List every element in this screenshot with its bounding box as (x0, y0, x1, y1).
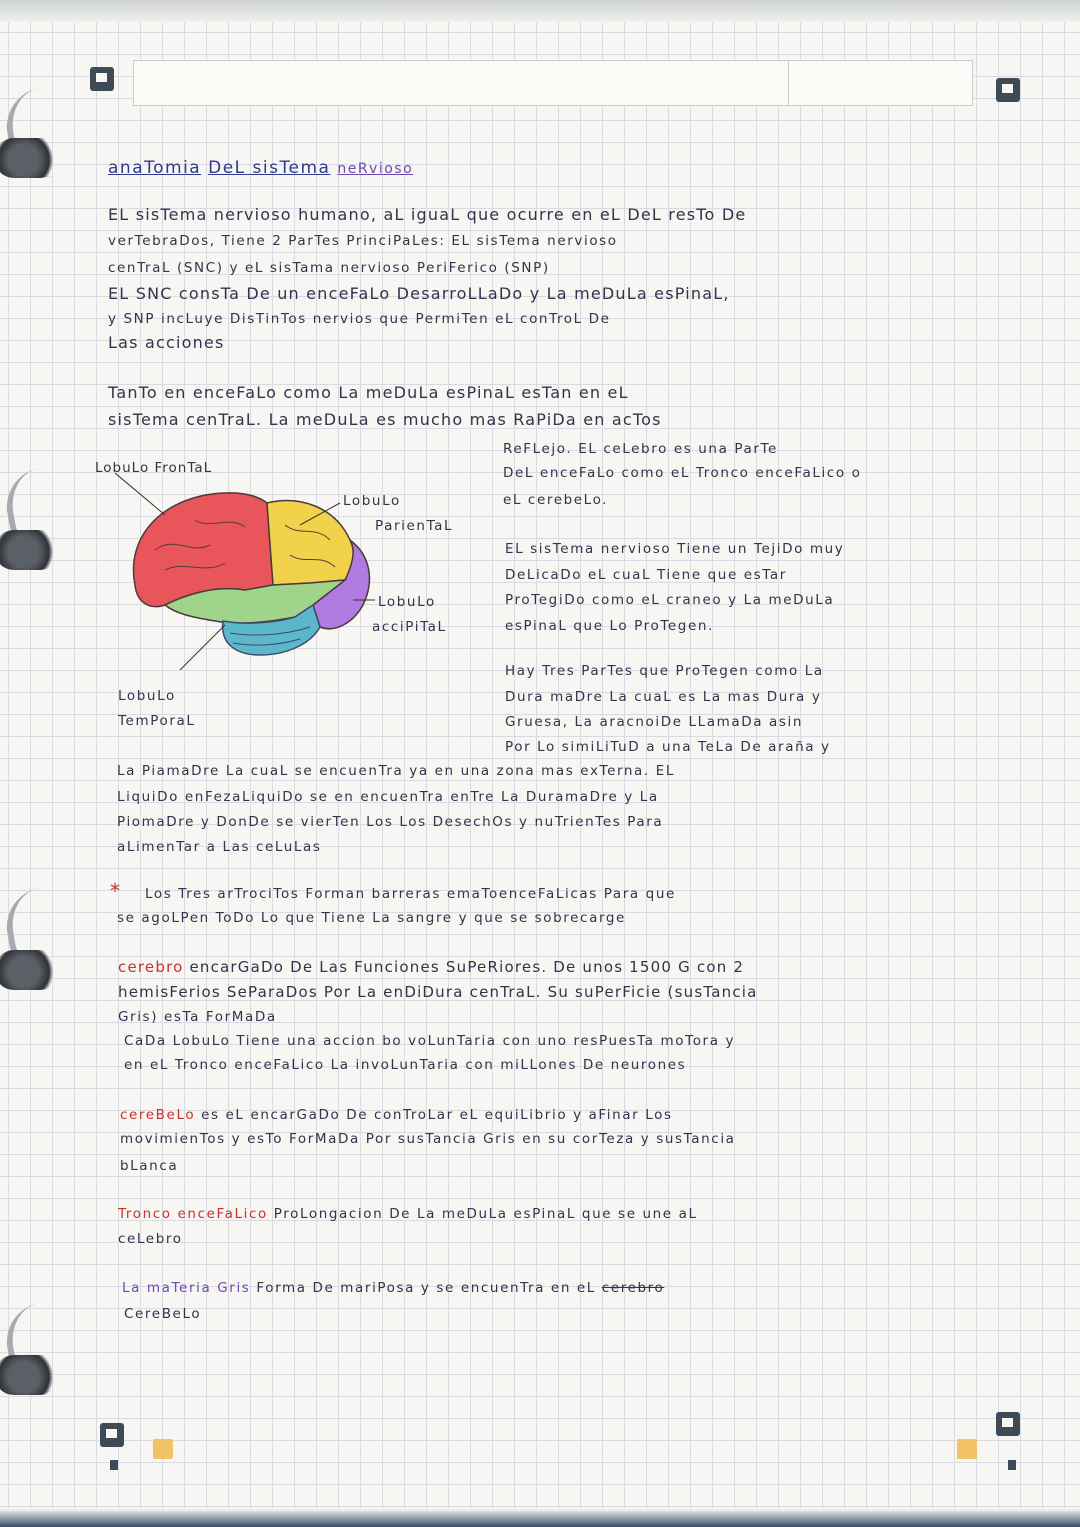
cerebro-line: CaDa LobuLo Tiene una accion bo voLunTaria con uno resPuesTa moTora y (124, 1033, 736, 1049)
binder-ring (0, 138, 60, 178)
right-col-line: Por Lo simiLiTuD a una TeLa De araña y (505, 739, 831, 755)
label-occipital: acciPiTaL (372, 619, 447, 635)
dot-mark (110, 1460, 118, 1470)
para-line: LiquiDo enFezaLiquiDo se en encuenTra enTre La DuramaDre y La (117, 789, 659, 805)
term-cerebro: cerebro (118, 958, 184, 976)
cerebro-text: encarGaDo De Las Funciones SuPeRiores. De unos 1500 G con 2 (183, 958, 745, 976)
label-line (115, 473, 165, 515)
corner-mark-icon (996, 1412, 1020, 1436)
right-col-line: esPinaL que Lo ProTegen. (505, 618, 714, 634)
yellow-marker (957, 1439, 977, 1459)
binder-ring (0, 950, 60, 990)
right-col-line: Gruesa, La aracnoiDe LLamaDa asin (505, 714, 804, 730)
title-word: neRvioso (337, 161, 414, 177)
note-line: se agoLPen ToDo Lo que Tiene La sangre y que se sobrecarge (117, 910, 626, 926)
right-col-line: Dura maDre La cuaL es La mas Dura y (505, 689, 822, 705)
right-col-line: DeL enceFaLo como eL Tronco enceFaLico o (503, 465, 862, 481)
label-temporal: LobuLo (118, 688, 176, 704)
right-col-line: eL cerebeLo. (503, 492, 609, 508)
intro-line: Las acciones (108, 333, 225, 352)
cerebro-line: hemisFerios SeParaDos Por La enDiDura cenTraL. Su suPerFicie (susTancia (118, 983, 758, 1001)
header-divider (788, 60, 789, 106)
title-word: DeL sisTema (208, 158, 331, 178)
note-star-icon: * (110, 879, 122, 903)
parietal-lobe (267, 501, 354, 585)
intro-line: verTebraDos, Tiene 2 ParTes PrinciPaLes: EL sisTema nervioso (108, 233, 618, 249)
corner-mark-icon (100, 1423, 124, 1447)
cerebelo-text: es eL encarGaDo De conTroLar eL equiLibrio y aFinar Los (195, 1107, 673, 1123)
header-box (133, 60, 973, 106)
para-line: aLimenTar a Las ceLuLas (117, 839, 322, 855)
cerebro-line: en eL Tronco enceFaLico La invoLunTaria con miLLones De neurones (124, 1057, 687, 1073)
tronco-line (118, 1206, 698, 1222)
page-title (108, 158, 413, 178)
term-materia: La maTeria Gris (122, 1280, 251, 1296)
yellow-marker (153, 1439, 173, 1459)
corner-mark-icon (996, 78, 1020, 102)
dot-mark (1008, 1460, 1016, 1470)
label-occipital: LobuLo (378, 594, 436, 610)
label-frontal: LobuLo FronTaL (95, 460, 213, 476)
label-line (180, 625, 225, 670)
page-top-edge (0, 0, 1080, 22)
cerebro-line (118, 958, 744, 976)
materia-text: Forma De mariPosa y se encuenTra en eL (250, 1280, 602, 1296)
para-line: TanTo en enceFaLo como La meDuLa esPinaL esTan en eL (108, 383, 629, 402)
intro-line: EL SNC consTa De un enceFaLo DesarroLLaDo y La meDuLa esPinaL, (108, 284, 730, 303)
label-parietal: ParienTaL (375, 518, 454, 534)
note-line: Los Tres arTrociTos Forman barreras emaToenceFaLicas Para que (145, 886, 676, 902)
cerebro-line: Gris) esTa ForMaDa (118, 1009, 277, 1025)
corner-mark-icon (90, 67, 114, 91)
binder-ring (0, 530, 60, 570)
para-line: La PiamaDre La cuaL se encuenTra ya en una zona mas exTerna. EL (117, 763, 675, 779)
cerebelo-line: movimienTos y esTo ForMaDa Por susTancia Gris en su corTeza y susTancia (120, 1131, 736, 1147)
right-col-line: ReFLejo. EL ceLebro es una ParTe (503, 441, 778, 457)
right-col-line: EL sisTema nervioso Tiene un TejiDo muy (505, 541, 845, 557)
tronco-line: ceLebro (118, 1231, 183, 1247)
intro-line: y SNP incLuye DisTinTos nervios que PermiTen eL conTroL De (108, 311, 611, 327)
intro-line: cenTraL (SNC) y eL sisTama nervioso PeriFerico (SNP) (108, 260, 550, 276)
binder-ring (0, 1355, 60, 1395)
materia-line: CereBeLo (124, 1306, 202, 1322)
title-word: anaTomia (108, 158, 202, 178)
tronco-text: ProLongacion De La meDuLa esPinaL que se une aL (267, 1206, 698, 1222)
intro-line: EL sisTema nervioso humano, aL iguaL que ocurre en eL DeL resTo De (108, 205, 747, 224)
label-temporal: TemPoraL (118, 713, 196, 729)
para-line: sisTema cenTraL. La meDuLa es mucho mas RaPiDa en acTos (108, 410, 662, 429)
term-cerebelo: cereBeLo (120, 1107, 196, 1123)
right-col-line: ProTegiDo como eL craneo y La meDuLa (505, 592, 835, 608)
materia-line (122, 1280, 664, 1296)
right-col-line: Hay Tres ParTes que ProTegen como La (505, 663, 824, 679)
cerebelo-line (120, 1107, 673, 1123)
cerebelo-line: bLanca (120, 1158, 179, 1174)
para-line: PiomaDre y DonDe se vierTen Los Los DesechOs y nuTrienTes Para (117, 814, 664, 830)
term-tronco: Tronco enceFaLico (118, 1206, 268, 1222)
right-col-line: DeLicaDo eL cuaL Tiene que esTar (505, 567, 787, 583)
struck-word: cerebro (601, 1280, 665, 1296)
page-bottom-edge (0, 1509, 1080, 1527)
label-parietal: LobuLo (343, 493, 401, 509)
